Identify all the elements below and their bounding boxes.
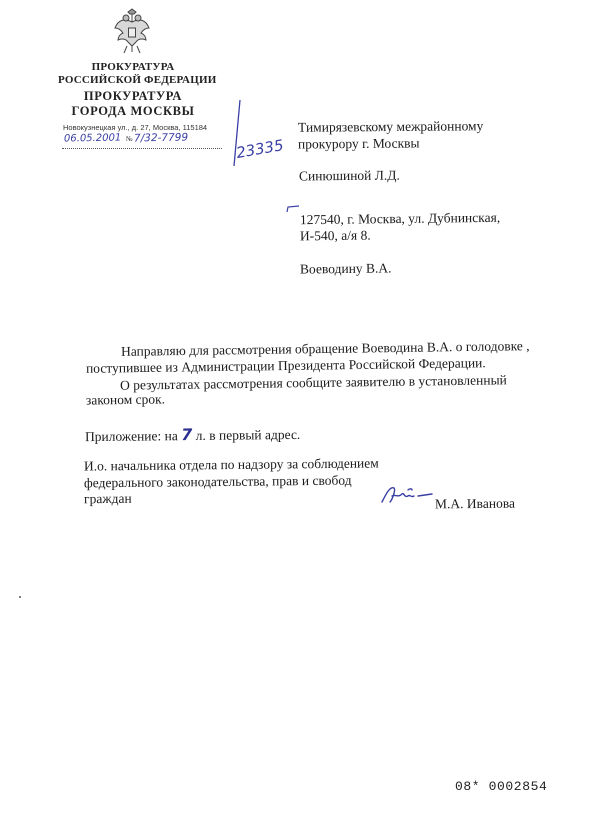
attachment-line bbox=[85, 424, 300, 445]
corner-tick-icon bbox=[286, 205, 300, 213]
body-paragraph-1-line-1: Направляю для рассмотрения обращение Воеводина В.А. о голодовке , bbox=[120, 338, 530, 359]
recipient-line-6: Воеводину В.А. bbox=[299, 260, 392, 277]
body-paragraph-2-line-1: О результатах рассмотрения сообщите заявителю в установленный bbox=[119, 372, 507, 393]
handwritten-signature bbox=[378, 480, 434, 508]
org-name-line2: РОССИЙСКОЙ ФЕДЕРАЦИИ bbox=[58, 74, 217, 86]
recipient-line-2: прокурору г. Москвы bbox=[297, 135, 420, 152]
scan-speck bbox=[19, 596, 21, 598]
body-paragraph-2-line-2: законом срок. bbox=[85, 391, 166, 408]
signer-title-line-1: И.о. начальника отдела по надзору за соблюдением bbox=[83, 455, 379, 474]
org-subname-line2: ГОРОДА МОСКВЫ bbox=[71, 104, 195, 118]
body-paragraph-1-line-2: поступившее из Администрации Президента Российской Федерации. bbox=[85, 355, 486, 376]
signer-name: М.А. Иванова bbox=[434, 495, 516, 512]
registration-date: 06.05.2001 bbox=[63, 132, 122, 145]
org-address: Новокузнецкая ул., д. 27, Москва, 115184 bbox=[63, 123, 208, 132]
recipient-line-3: Синюшиной Л.Д. bbox=[298, 167, 400, 184]
registration-number-label: № bbox=[126, 135, 133, 143]
attachment-suffix: л. в первый адрес. bbox=[192, 426, 301, 444]
signer-title-line-3: граждан bbox=[83, 490, 132, 507]
recipient-line-4: 127540, г. Москва, ул. Дубнинская, bbox=[299, 209, 501, 228]
document-serial-number: 08* 0002854 bbox=[455, 779, 548, 794]
org-name-line1: ПРОКУРАТУРА bbox=[91, 61, 175, 73]
incoming-stamp-number: 23335 bbox=[234, 135, 285, 163]
signer-title-line-2: федерального законодательства, прав и свобод bbox=[83, 472, 352, 491]
org-subname-line1: ПРОКУРАТУРА bbox=[83, 89, 183, 103]
coat-of-arms-icon bbox=[112, 8, 152, 56]
attachment-prefix: Приложение: на bbox=[84, 428, 182, 445]
recipient-line-1: Тимирязевскому межрайонному bbox=[297, 118, 484, 135]
attachment-pages-handwritten: 7 bbox=[181, 425, 193, 445]
registration-number: 7/32-7799 bbox=[133, 131, 189, 145]
recipient-line-5: И-540, а/я 8. bbox=[299, 227, 371, 244]
